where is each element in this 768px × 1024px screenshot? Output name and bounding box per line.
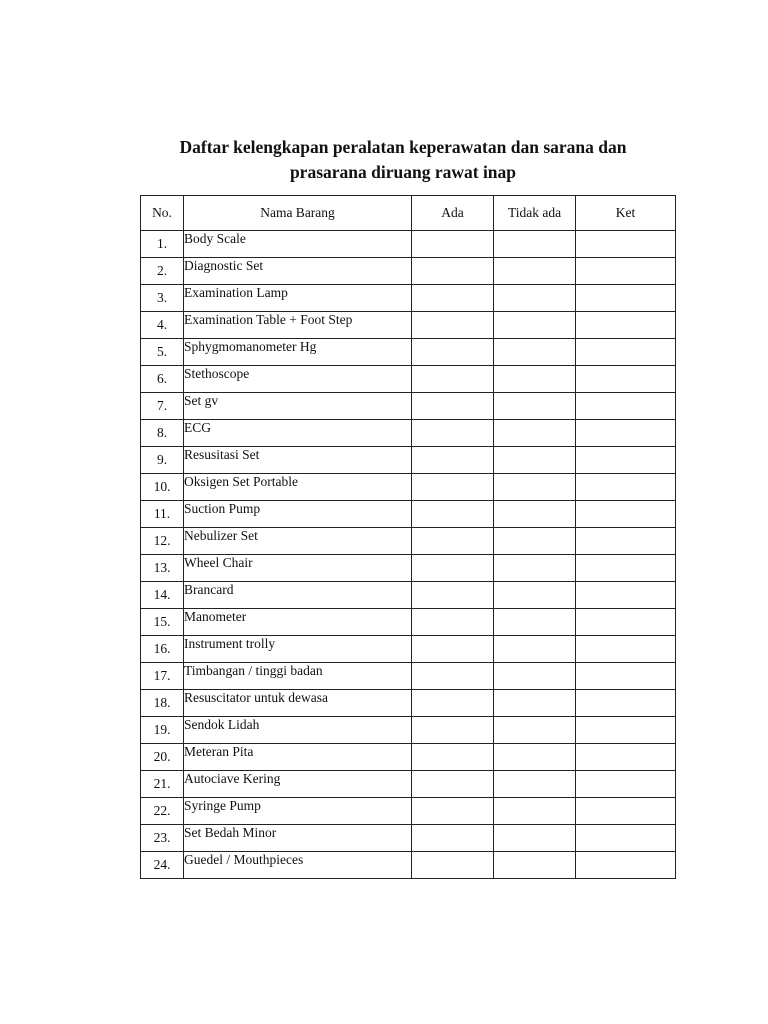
item-name: Nebulizer Set (184, 528, 412, 555)
table-row (141, 663, 676, 690)
item-name: Brancard (184, 582, 412, 609)
table-row (141, 555, 676, 582)
tidak-ada-cell (494, 582, 576, 609)
table-row (141, 852, 676, 879)
ada-cell (412, 744, 494, 771)
ket-cell (576, 528, 676, 555)
ada-cell (412, 609, 494, 636)
row-number: 9. (141, 447, 184, 474)
ada-cell (412, 339, 494, 366)
tidak-ada-cell (494, 555, 576, 582)
table-row (141, 474, 676, 501)
item-name: Examination Table + Foot Step (184, 312, 412, 339)
ket-cell (576, 582, 676, 609)
row-number: 22. (141, 798, 184, 825)
item-name: Stethoscope (184, 366, 412, 393)
tidak-ada-cell (494, 825, 576, 852)
tidak-ada-cell (494, 717, 576, 744)
document-title (0, 135, 768, 185)
ket-cell (576, 690, 676, 717)
row-number: 20. (141, 744, 184, 771)
table-row (141, 285, 676, 312)
item-name: ECG (184, 420, 412, 447)
table-row (141, 636, 676, 663)
ket-cell (576, 636, 676, 663)
equipment-table (140, 195, 676, 879)
ada-cell (412, 285, 494, 312)
ada-cell (412, 231, 494, 258)
header-row (141, 196, 676, 231)
tidak-ada-cell (494, 852, 576, 879)
item-name: Meteran Pita (184, 744, 412, 771)
ada-cell (412, 528, 494, 555)
row-number: 6. (141, 366, 184, 393)
table-row (141, 501, 676, 528)
table-row (141, 528, 676, 555)
row-number: 10. (141, 474, 184, 501)
tidak-ada-cell (494, 663, 576, 690)
header-ket: Ket (576, 196, 676, 231)
ket-cell (576, 231, 676, 258)
ket-cell (576, 663, 676, 690)
row-number: 7. (141, 393, 184, 420)
header-nama-barang: Nama Barang (184, 196, 412, 231)
ket-cell (576, 285, 676, 312)
table-row (141, 339, 676, 366)
row-number: 12. (141, 528, 184, 555)
ada-cell (412, 258, 494, 285)
tidak-ada-cell (494, 285, 576, 312)
tidak-ada-cell (494, 609, 576, 636)
table-row (141, 690, 676, 717)
item-name: Resusitasi Set (184, 447, 412, 474)
ket-cell (576, 474, 676, 501)
item-name: Wheel Chair (184, 555, 412, 582)
item-name: Diagnostic Set (184, 258, 412, 285)
ket-cell (576, 420, 676, 447)
row-number: 1. (141, 231, 184, 258)
row-number: 4. (141, 312, 184, 339)
ket-cell (576, 825, 676, 852)
tidak-ada-cell (494, 636, 576, 663)
ket-cell (576, 447, 676, 474)
table-row (141, 447, 676, 474)
table-row (141, 771, 676, 798)
title-line-1: Daftar kelengkapan peralatan keperawatan dan sarana dan (179, 137, 627, 157)
tidak-ada-cell (494, 366, 576, 393)
table-row (141, 825, 676, 852)
tidak-ada-cell (494, 447, 576, 474)
ket-cell (576, 798, 676, 825)
row-number: 15. (141, 609, 184, 636)
tidak-ada-cell (494, 798, 576, 825)
item-name: Instrument trolly (184, 636, 412, 663)
item-name: Timbangan / tinggi badan (184, 663, 412, 690)
tidak-ada-cell (494, 339, 576, 366)
ada-cell (412, 690, 494, 717)
ket-cell (576, 393, 676, 420)
table-row (141, 420, 676, 447)
table-row (141, 312, 676, 339)
ada-cell (412, 582, 494, 609)
ket-cell (576, 339, 676, 366)
row-number: 5. (141, 339, 184, 366)
item-name: Guedel / Mouthpieces (184, 852, 412, 879)
row-number: 17. (141, 663, 184, 690)
ada-cell (412, 393, 494, 420)
item-name: Sendok Lidah (184, 717, 412, 744)
ada-cell (412, 501, 494, 528)
ket-cell (576, 366, 676, 393)
tidak-ada-cell (494, 231, 576, 258)
tidak-ada-cell (494, 312, 576, 339)
ada-cell (412, 312, 494, 339)
table-row (141, 717, 676, 744)
table-row (141, 798, 676, 825)
ket-cell (576, 501, 676, 528)
ada-cell (412, 636, 494, 663)
ada-cell (412, 447, 494, 474)
item-name: Suction Pump (184, 501, 412, 528)
row-number: 24. (141, 852, 184, 879)
item-name: Autociave Kering (184, 771, 412, 798)
item-name: Manometer (184, 609, 412, 636)
tidak-ada-cell (494, 744, 576, 771)
ada-cell (412, 717, 494, 744)
row-number: 13. (141, 555, 184, 582)
row-number: 16. (141, 636, 184, 663)
table-row (141, 366, 676, 393)
tidak-ada-cell (494, 771, 576, 798)
header-ada: Ada (412, 196, 494, 231)
ket-cell (576, 771, 676, 798)
header-tidak-ada: Tidak ada (494, 196, 576, 231)
tidak-ada-cell (494, 393, 576, 420)
ada-cell (412, 852, 494, 879)
ket-cell (576, 555, 676, 582)
ada-cell (412, 555, 494, 582)
item-name: Examination Lamp (184, 285, 412, 312)
tidak-ada-cell (494, 474, 576, 501)
item-name: Set gv (184, 393, 412, 420)
title-line-2: prasarana diruang rawat inap (289, 162, 517, 182)
ket-cell (576, 744, 676, 771)
table-row (141, 231, 676, 258)
item-name: Sphygmomanometer Hg (184, 339, 412, 366)
item-name: Syringe Pump (184, 798, 412, 825)
header-no: No. (141, 196, 184, 231)
row-number: 2. (141, 258, 184, 285)
row-number: 23. (141, 825, 184, 852)
row-number: 14. (141, 582, 184, 609)
tidak-ada-cell (494, 501, 576, 528)
ada-cell (412, 474, 494, 501)
item-name: Resuscitator untuk dewasa (184, 690, 412, 717)
row-number: 11. (141, 501, 184, 528)
ket-cell (576, 852, 676, 879)
tidak-ada-cell (494, 690, 576, 717)
row-number: 3. (141, 285, 184, 312)
table-row (141, 744, 676, 771)
ket-cell (576, 717, 676, 744)
table-row (141, 582, 676, 609)
ada-cell (412, 771, 494, 798)
table-row (141, 258, 676, 285)
ket-cell (576, 609, 676, 636)
table-row (141, 393, 676, 420)
ada-cell (412, 420, 494, 447)
ada-cell (412, 825, 494, 852)
item-name: Oksigen Set Portable (184, 474, 412, 501)
tidak-ada-cell (494, 528, 576, 555)
ket-cell (576, 258, 676, 285)
ada-cell (412, 366, 494, 393)
ada-cell (412, 798, 494, 825)
tidak-ada-cell (494, 420, 576, 447)
tidak-ada-cell (494, 258, 576, 285)
row-number: 21. (141, 771, 184, 798)
row-number: 19. (141, 717, 184, 744)
row-number: 18. (141, 690, 184, 717)
table-row (141, 609, 676, 636)
row-number: 8. (141, 420, 184, 447)
ket-cell (576, 312, 676, 339)
ada-cell (412, 663, 494, 690)
item-name: Body Scale (184, 231, 412, 258)
item-name: Set Bedah Minor (184, 825, 412, 852)
